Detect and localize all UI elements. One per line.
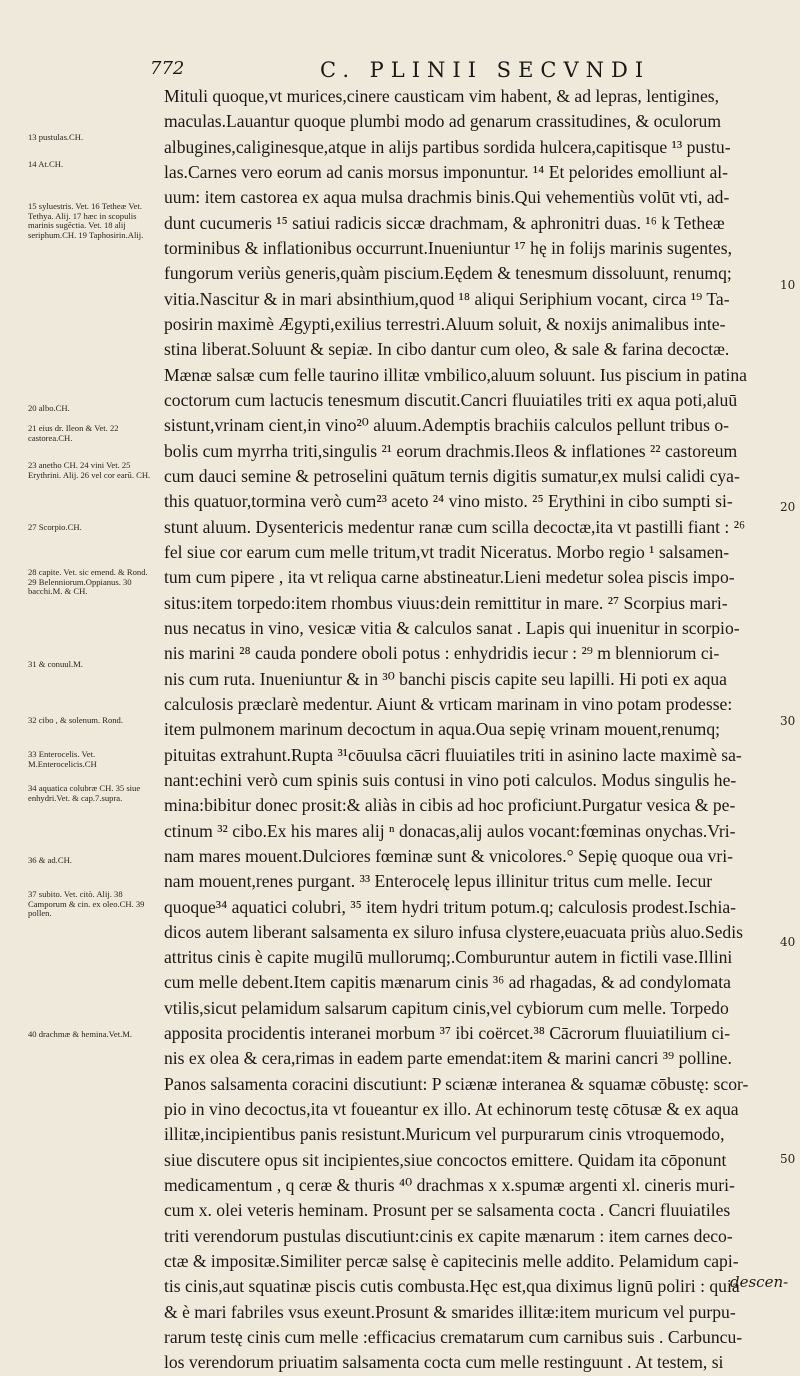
text-line: vitia.Nascitur & in mari absinthium,quod ¹⁸ aliqui Seriphium vocant, circa ¹⁹ Ta- [164,288,730,309]
margin-note: 23 anetho CH. 24 vini Vet. 25 Erythrini. Alij. 26 vel cor earū. CH. [28,460,151,480]
text-line: Mænæ salsæ cum felle taurino illitæ vmbilico,aluum soluunt. Ius piscium in patina [164,364,747,385]
text-line: nant:echini verò cum spinis suis contusi in vino poti calculos. Modus singulis he- [164,769,737,790]
line-number: 10 [780,278,796,292]
text-line: posirin maximè Ægypti,exilius terrestri.Aluum soluit, & noxijs animalibus inte- [164,313,726,334]
text-line: maculas.Lauantur quoque plumbi modo ad genarum crassitudines, & oculorum [164,111,722,132]
text-line: nis marini ²⁸ cauda pondere oboli potus : enhydridis iecur : ²⁹ m blenniorum ci- [164,643,720,664]
margin-note: 13 pustulas.CH. [28,132,84,142]
text-line: medicamentum , q ceræ & thuris ⁴⁰ drachmas x x.spumæ argenti xl. cineris muri- [164,1175,735,1196]
text-line: this quatuor,tormina verò cum²³ aceto ²⁴ vino misto. ²⁵ Erythini in cibo sumpti si- [164,491,733,512]
text-line: attritus cinis è capite mugilū mullorumq;.Comburuntur autem in fictili vase.Illini [164,947,733,968]
text-line: fel siue cor earum cum melle tritum,vt tradit Niceratus. Morbo regio ¹ salsamen- [164,541,730,562]
text-line: tis cinis,aut squatinæ piscis cutis combusta.Hęc est,qua diximus lignū poliri : quia [164,1276,740,1297]
margin-note: 34 aquatica colubræ CH. 35 siue enhydri.Vet. & cap.7.supra. [28,783,141,803]
text-line: stina liberat.Soluunt & sepiæ. In cibo dantur cum oleo, & sale & farina decoctæ. [164,339,730,360]
margin-note: 14 At.CH. [28,159,64,169]
page-header [150,58,790,86]
text-line: nam mares mouent.Dulciores fœminæ sunt & vnicolores.° Sepię quoque oua vri- [164,845,733,866]
text-line: torminibus & inflationibus occurrunt.Inueniuntur ¹⁷ hę in folijs marinis sugentes, [164,237,732,258]
text-line: cum melle debent.Item capitis mænarum cinis ³⁶ ad rhagadas, & ad condylomata [164,972,731,993]
line-number: 50 [780,1152,796,1166]
text-line: apposita procidentis interanei morbum ³⁷ ibi coërcet.³⁸ Cācrorum fluuiatilium ci- [164,1023,731,1044]
text-line: rarum testę cinis cum melle :efficacius crematarum cum carnibus suis . Carbuncu- [164,1327,743,1348]
text-line: los verendorum priuatim salsamenta cocta cum melle restinguunt . At testem, si [164,1352,724,1373]
page-number: 772 [150,58,185,79]
text-line: mina:bibitur donec prosit:& aliàs in cibis ad hoc proficiunt.Purgatur vesica & pe- [164,795,736,816]
text-line: situs:item torpedo:item rhombus viuus:dein remittitur in mare. ²⁷ Scorpius mari- [164,592,728,613]
margin-note: 36 & ad.CH. [28,855,72,865]
text-line: vtilis,sicut pelamidum salsarum capitum cinis,vel cybiorum cum melle. Torpedo [164,997,729,1018]
running-title: C. PLINII SECVNDI [320,58,651,82]
text-line: bolis cum myrrha triti,singulis ²¹ eorum drachmis.Ileos & inflationes ²² castoreum [164,440,738,461]
text-line: dicos autem liberant salsamenta ex siluro infusa clystere,euacuata priùs aluo.Sedis [164,921,743,942]
margin-note: 28 capite. Vet. sic emend. & Rond. 29 Belenniorum.Oppianus. 30 bacchi.M. & CH. [28,567,148,596]
text-line: stunt aluum. Dysentericis medentur ranæ cum scilla decoctæ,ita vt pastilli fiant : ²⁶ [164,516,746,537]
text-line: nam mouent,renes purgant. ³³ Enterocelę lepus illinitur tritus cum melle. Iecur [164,871,713,892]
text-line: nis cum ruta. Inueniuntur & in ³⁰ banchi piscis capite seu lapilli. Hi poti ex aqua [164,668,727,689]
line-number: 30 [780,714,796,728]
margin-note: 40 drachmæ & hemina.Vet.M. [28,1029,133,1039]
text-line: dunt cucumeris ¹⁵ satiui radicis siccæ drachmam, & aphronitri duas. ¹⁶ k Tetheæ [164,212,725,233]
text-line: Mituli quoque,vt murices,cinere causticam vim habent, & ad lepras, lentigines, [164,86,720,106]
text-line: quoque³⁴ aquatici colubri, ³⁵ item hydri tritum potum.q; calculosis prodest.Ischia- [164,896,737,917]
text-line: tum cum pipere , ita vt reliqua carne abstineatur.Lieni medetur solea piscis impo- [164,567,735,588]
text-line: uum: item castorea ex aqua mulsa drachmis binis.Qui vehementiùs volūt vti, ad- [164,187,730,208]
text-line: illitæ,incipientibus panis resistunt.Muricum vel purpurarum cinis vtroquemodo, [164,1124,725,1145]
text-line: las.Carnes vero eorum ad canis morsus imponuntur. ¹⁴ Et pelorides emolliunt al- [164,161,729,182]
margin-note: 32 cibo , & solenum. Rond. [28,715,124,725]
text-line: siue discutere opus sit incipientes,siue concoctos emittere. Quidam ita cōponunt [164,1149,727,1170]
text-line: triti verendorum pustulas discutiunt:cinis ex capite mænarum : item carnes deco- [164,1225,733,1246]
margin-note: 20 albo.CH. [28,403,70,413]
text-line: pituitas extrahunt.Rupta ³¹cōuulsa cācri fluuiatiles triti in asinino lacte maximè sa- [164,744,742,765]
text-line: calculosis præclarè medentur. Aiunt & vrticam marinam in vino potam prodesse: [164,693,733,714]
margin-note: 21 eius dr. Ileon & Vet. 22 castorea.CH. [28,423,119,443]
text-line: item pulmonem marinum decoctum in aqua.Oua sepię vrinam mouent,renumq; [164,719,721,740]
margin-note: 33 Enterocelis. Vet. M.Enterocelicis.CH [28,749,97,769]
text-line: albugines,caliginesque,atque in alijs partibus sordida hulcera,capitisque ¹³ pustu- [164,136,731,157]
text-line: & è mari fabriles vsus exeunt.Prosunt & smarides illitæ:item muricum vel purpu- [164,1301,736,1322]
text-line: cum x. olei veteris heminam. Prosunt per se salsamenta cocta . Cancri fluuiatiles [164,1200,731,1221]
text-line: fungorum veriùs generis,quàm piscium.Eędem & tenesmum dissoluunt, renumq; [164,263,732,284]
text-line: Panos salsamenta coracini discutiunt: P sciænæ interanea & squamæ cōbustę: scor- [164,1073,749,1094]
text-line: nus necatus in vino, vesicæ vitia & calculos sanat . Lapis qui inuenitur in scorpio- [164,617,740,638]
text-line: ctinum ³² cibo.Ex his mares alij ⁿ donacas,alij aulos vocant:fœminas onychas.Vri- [164,820,736,841]
margin-note: 27 Scorpio.CH. [28,522,82,532]
line-number: 40 [780,935,796,949]
margin-note: 37 subito. Vet. citò. Alij. 38 Camporum & cin. ex oleo.CH. 39 pollen. [28,889,145,918]
text-line: coctorum cum lactucis tenesmum discutit.Cancri fluuiatiles triti ex aqua poti,aluū [164,389,738,410]
margin-note: 15 syluestris. Vet. 16 Tetheæ Vet. Tethya. Alij. 17 hæc in scopulis marinis sugēctia. Vet. 18 alij seriphum.CH. 19 Taphosirin.Alij. [28,201,144,240]
text-line: cum dauci semine & petroselini quātum ternis digitis sumatur,ex mulsi calidi cya- [164,465,740,486]
catchword: descen- [730,1273,789,1291]
main-text [164,84,782,1376]
margin-note: 31 & conuul.M. [28,659,83,669]
line-number: 20 [780,500,796,514]
text-line: pio in vino decoctus,ita vt foueantur ex illo. At echinorum testę cōtusæ & ex aqua [164,1099,739,1120]
text-line: ctæ & impositæ.Similiter percæ salsę è capitecinis melle addito. Pelamidum capi- [164,1251,739,1272]
text-line: nis ex olea & cera,rimas in eadem parte emendat:item & marini cancri ³⁹ polline. [164,1048,732,1069]
text-line: sistunt,vrinam cient,in vino²⁰ aluum.Ademptis brachiis calculos pellunt tribus o- [164,415,729,436]
